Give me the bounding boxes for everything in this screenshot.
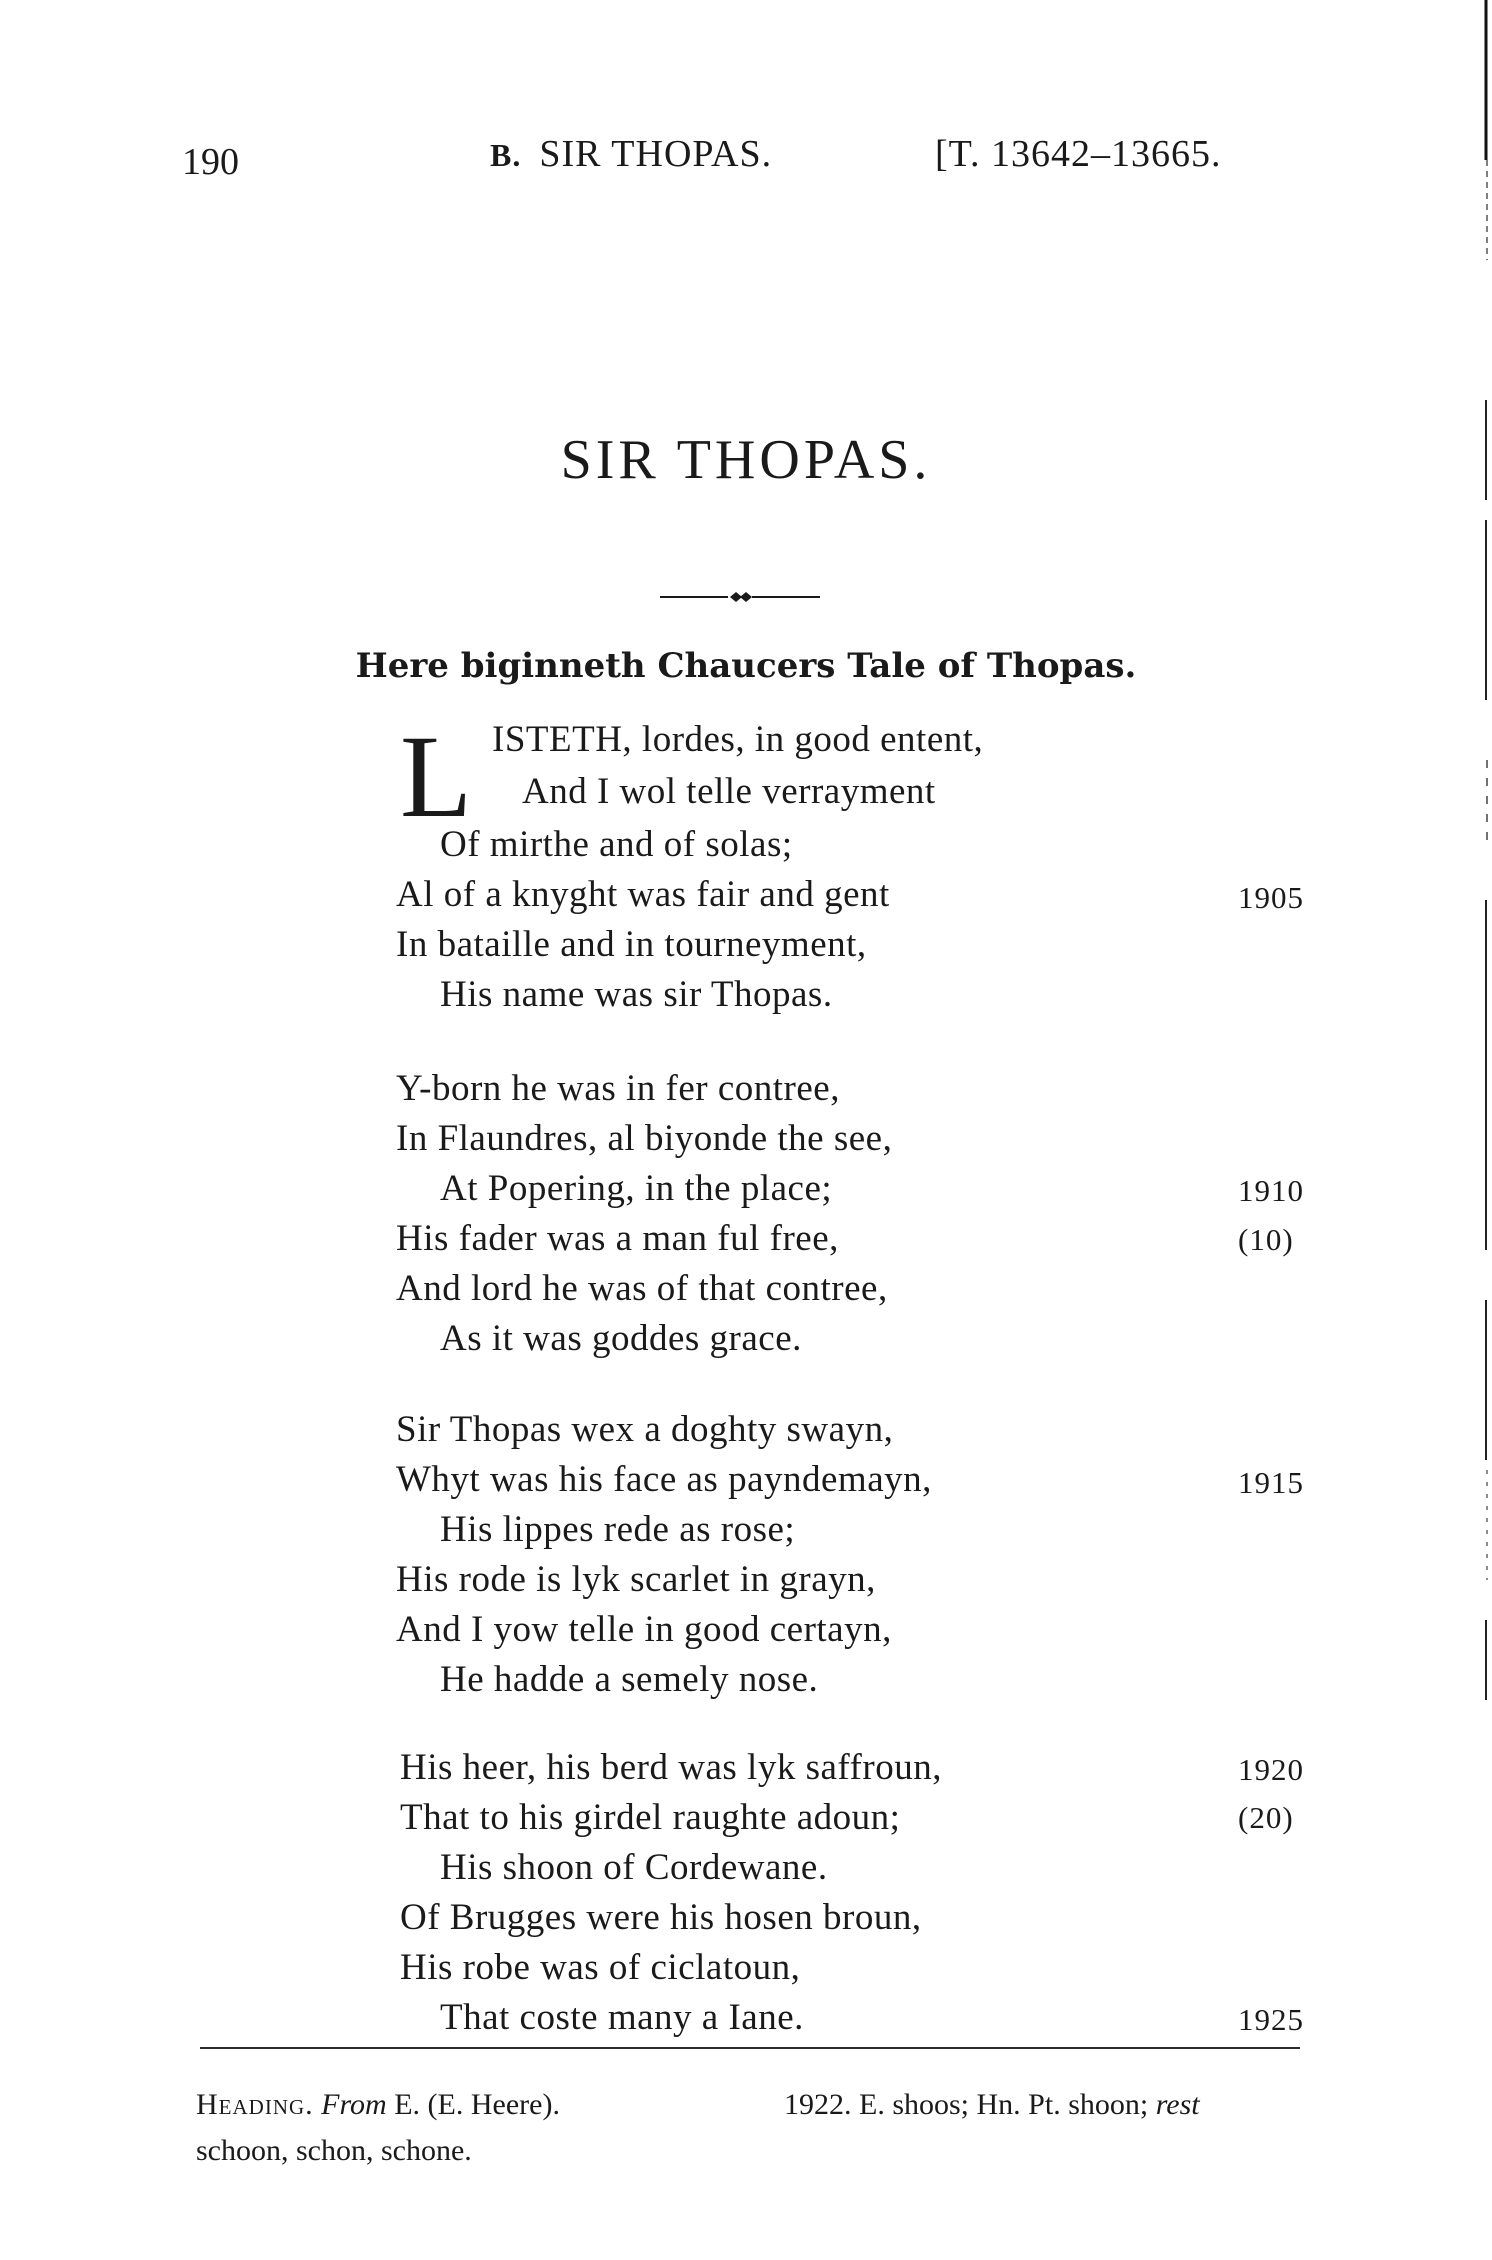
line-number: 1905 xyxy=(1238,880,1304,915)
verse-line: And lord he was of that contree, xyxy=(396,1268,888,1309)
footnote-continuation: schoon, schon, schone. xyxy=(196,2134,472,2167)
verse-line: His rode is lyk scarlet in grayn, xyxy=(396,1559,876,1600)
verse-line: Al of a knyght was fair and gent xyxy=(396,874,890,915)
footnote-heading xyxy=(196,2088,560,2122)
verse-line: Of Brugges were his hosen broun, xyxy=(400,1897,922,1938)
page-title: SIR THOPAS. xyxy=(560,429,932,491)
running-head xyxy=(490,132,772,176)
verse-line: His shoon of Cordewane. xyxy=(440,1847,828,1888)
verse-line: As it was goddes grace. xyxy=(440,1318,802,1359)
verse-line: His lippes rede as rose; xyxy=(440,1509,796,1550)
scan-edge xyxy=(1478,0,1492,2260)
footnote-from: From xyxy=(321,2088,387,2121)
line-range: [T. 13642–13665. xyxy=(935,133,1222,175)
verse-line: In bataille and in tourneyment, xyxy=(396,924,867,965)
footnote-rule xyxy=(200,2047,1300,2049)
verse-line: Of mirthe and of solas; xyxy=(440,824,793,865)
footnote-1922-text: 1922. E. shoos; Hn. Pt. shoon; xyxy=(784,2088,1149,2121)
tale-heading: Here biginneth Chaucers Tale of Thopas. xyxy=(355,646,1137,686)
verse-line: His fader was a man ful free, xyxy=(396,1218,839,1259)
line-number: (10) xyxy=(1238,1222,1294,1257)
line-number: (20) xyxy=(1238,1800,1294,1835)
verse-line: His robe was of ciclatoun, xyxy=(400,1947,801,1988)
section-title: SIR THOPAS. xyxy=(539,133,773,175)
verse-line: Y-born he was in fer contree, xyxy=(396,1068,840,1109)
ornament-divider xyxy=(660,590,820,604)
verse-line: At Popering, in the place; xyxy=(440,1168,833,1209)
verse-line: He hadde a semely nose. xyxy=(440,1659,819,1700)
footnote-heading-label: Heading. xyxy=(196,2088,314,2121)
verse-line: And I yow telle in good certayn, xyxy=(396,1609,892,1650)
page-number: 190 xyxy=(182,141,239,183)
line-number: 1910 xyxy=(1238,1173,1304,1208)
verse-line: His name was sir Thopas. xyxy=(440,974,833,1015)
verse-line: Sir Thopas wex a doghty swayn, xyxy=(396,1409,894,1450)
verse-line: In Flaundres, al biyonde the see, xyxy=(396,1118,893,1159)
drop-cap: L xyxy=(400,711,473,842)
verse-line: ISTETH, lordes, in good entent, xyxy=(492,719,984,760)
verse-line: That to his girdel raughte adoun; xyxy=(400,1797,901,1838)
section-letter: B. xyxy=(490,137,522,173)
footnote-1922 xyxy=(784,2088,1200,2122)
line-number: 1925 xyxy=(1238,2002,1304,2037)
footnote-rest: rest xyxy=(1155,2088,1200,2121)
verse-line: And I wol telle verrayment xyxy=(522,771,936,812)
verse-line: His heer, his berd was lyk saffroun, xyxy=(400,1747,942,1788)
verse-line: That coste many a Iane. xyxy=(440,1997,804,2038)
line-number: 1915 xyxy=(1238,1465,1304,1500)
line-number: 1920 xyxy=(1238,1752,1304,1787)
footnote-source: E. (E. Heere). xyxy=(394,2088,560,2121)
verse-line: Whyt was his face as payndemayn, xyxy=(396,1459,932,1500)
